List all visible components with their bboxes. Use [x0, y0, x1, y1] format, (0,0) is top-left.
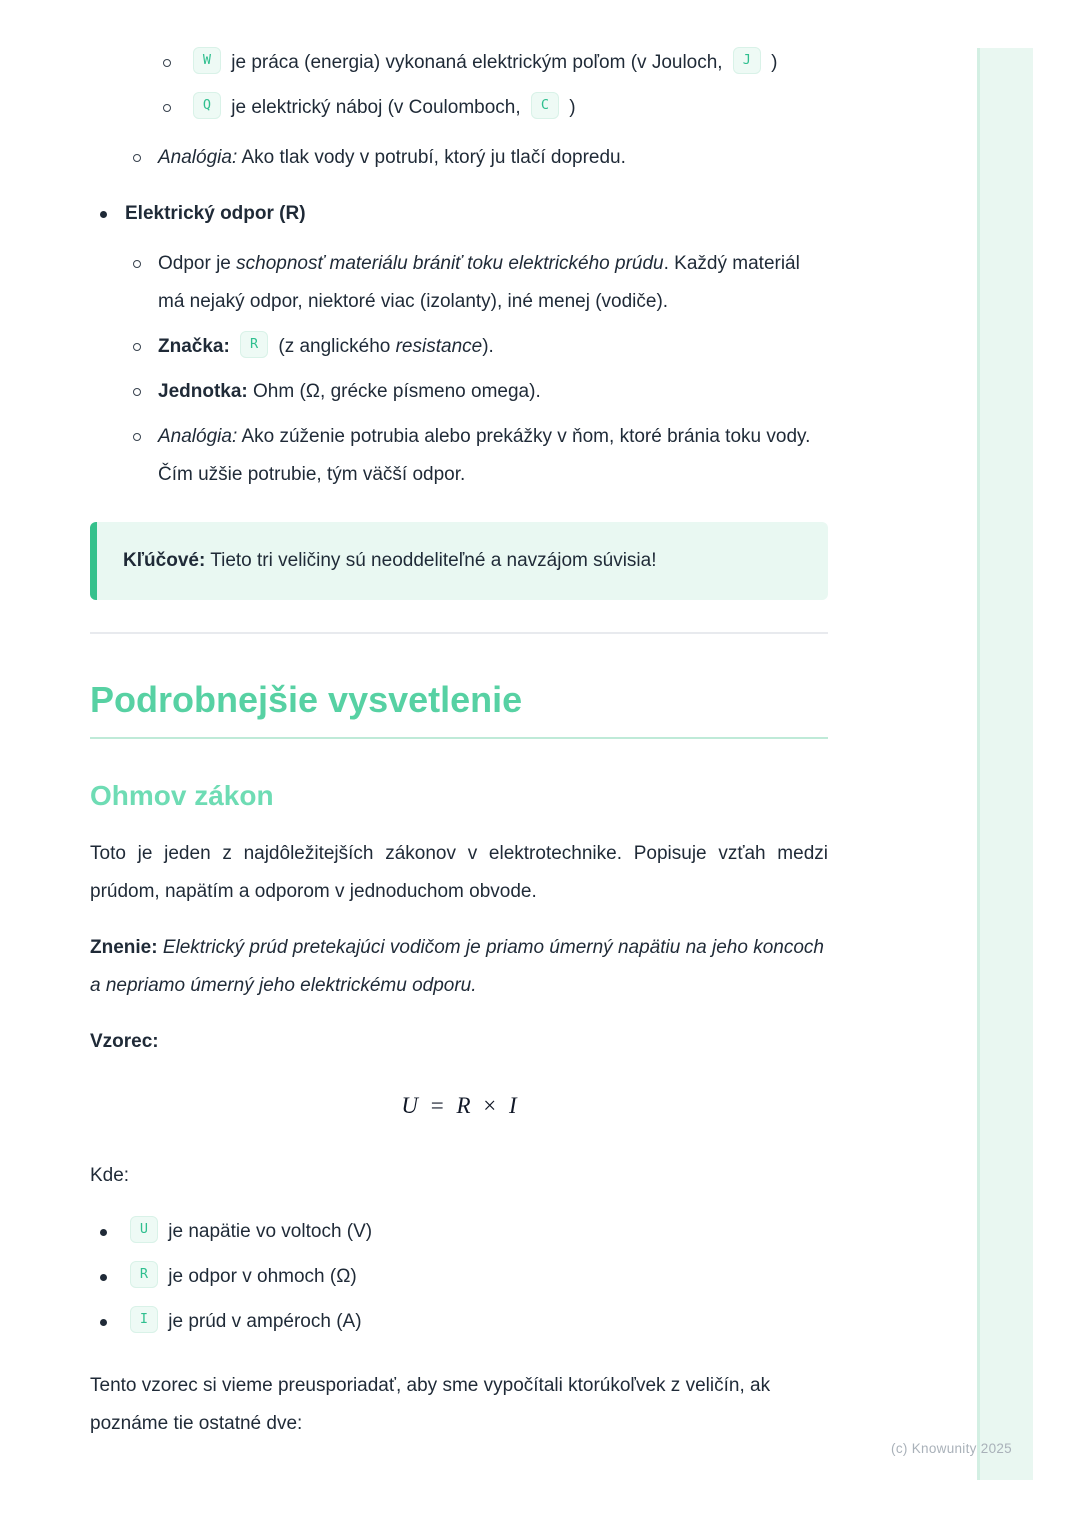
list-item	[90, 1213, 828, 1251]
circle-bullet-icon	[163, 104, 171, 112]
list-item	[123, 418, 828, 494]
circle-bullet-icon	[133, 388, 141, 396]
where-label: Kde:	[90, 1165, 130, 1186]
resistance-list	[90, 195, 828, 233]
list-item-text: )	[569, 97, 576, 118]
list-item	[153, 44, 828, 82]
list-item	[123, 139, 828, 177]
formula-var-u: U	[401, 1093, 418, 1118]
code-badge: R	[130, 1261, 158, 1288]
intro-paragraph: Toto je jeden z najdôležitejších zákonov v elektrotechnike. Popisuje vzťah medzi prúdom, napätím a odporom v jednoduchom obvode.	[90, 843, 828, 902]
page-edge-stripe	[977, 48, 1033, 1480]
code-badge: I	[130, 1306, 158, 1333]
disc-bullet-icon	[100, 1319, 107, 1326]
closing-paragraph: Tento vzorec si vieme preusporiadať, aby sme vypočítali ktorúkoľvek z veličín, ak poznáme tie ostatné dve:	[90, 1375, 771, 1434]
symbol-pre: (z anglického	[278, 336, 396, 357]
variables-list	[90, 1213, 828, 1341]
circle-bullet-icon	[133, 343, 141, 351]
unit-label: Jednotka:	[158, 381, 248, 402]
ohms-law-formula	[90, 1091, 828, 1121]
unit-text: Ohm (Ω, grécke písmeno omega).	[253, 381, 541, 402]
statement-label: Znenie:	[90, 937, 158, 958]
analogy-label: Analógia:	[158, 147, 238, 168]
circle-bullet-icon	[133, 260, 141, 268]
voltage-analogy-list	[123, 139, 828, 177]
disc-bullet-icon	[100, 211, 107, 218]
formula-var-r: R	[456, 1093, 471, 1118]
resistance-title: Elektrický odpor (R)	[125, 203, 306, 224]
statement-text: Elektrický prúd pretekajúci vodičom je priamo úmerný napätiu na jeho koncoch a nepriamo úmerný jeho elektrickému odporu.	[90, 937, 824, 996]
disc-bullet-icon	[100, 1274, 107, 1281]
analogy-label: Analógia:	[158, 426, 238, 447]
list-item	[123, 245, 828, 321]
formula-var-i: I	[508, 1093, 517, 1118]
code-badge: J	[733, 47, 761, 74]
multiply-sign: ×	[483, 1093, 497, 1118]
code-badge: Q	[193, 92, 221, 119]
statement-paragraph	[90, 929, 828, 1005]
resistance-sub-list	[123, 245, 828, 494]
list-item-text: je elektrický náboj (v Coulomboch,	[231, 97, 521, 118]
formula-label: Vzorec:	[90, 1031, 159, 1052]
definition-emph: schopnosť materiálu brániť toku elektrického prúdu	[236, 253, 664, 274]
code-badge: R	[240, 331, 268, 358]
list-item	[90, 1303, 828, 1341]
subsection-title: Ohmov zákon	[90, 780, 274, 811]
analogy-text: Ako zúženie potrubia alebo prekážky v ňom, ktoré bránia toku vody. Čím užšie potrubie, tým väčší odpor.	[158, 426, 811, 485]
voltage-sub-list	[153, 44, 828, 127]
definition-post: . Každý materiál má nejaký odpor, niektoré viac (izolanty), iné menej (vodiče).	[158, 253, 800, 312]
circle-bullet-icon	[163, 59, 171, 67]
analogy-text: Ako tlak vody v potrubí, ktorý ju tlačí dopredu.	[241, 147, 626, 168]
code-badge: U	[130, 1216, 158, 1243]
section-divider	[90, 632, 828, 634]
list-item	[123, 328, 828, 366]
code-badge: C	[531, 92, 559, 119]
variable-text: je prúd v ampéroch (A)	[168, 1311, 362, 1332]
variable-text: je napätie vo voltoch (V)	[168, 1221, 373, 1242]
list-item	[90, 195, 828, 233]
symbol-emph: resistance	[395, 336, 483, 357]
copyright-footer: (c) Knowunity 2025	[891, 1441, 1012, 1456]
variable-text: je odpor v ohmoch (Ω)	[168, 1266, 357, 1287]
disc-bullet-icon	[100, 1229, 107, 1236]
list-item	[153, 89, 828, 127]
section-title: Podrobnejšie vysvetlenie	[90, 678, 828, 739]
symbol-label: Značka:	[158, 336, 230, 357]
document-content	[90, 0, 828, 1443]
definition-pre: Odpor je	[158, 253, 237, 274]
list-item	[123, 373, 828, 411]
equals-sign: =	[430, 1093, 444, 1118]
symbol-post: ).	[482, 336, 494, 357]
circle-bullet-icon	[133, 154, 141, 162]
list-item	[90, 1258, 828, 1296]
key-callout	[90, 522, 828, 600]
code-badge: W	[193, 47, 221, 74]
list-item-text: )	[771, 52, 778, 73]
circle-bullet-icon	[133, 433, 141, 441]
callout-text: Tieto tri veličiny sú neoddeliteľné a navzájom súvisia!	[210, 550, 657, 571]
list-item-text: je práca (energia) vykonaná elektrickým poľom (v Jouloch,	[231, 52, 723, 73]
callout-label: Kľúčové:	[123, 550, 206, 571]
